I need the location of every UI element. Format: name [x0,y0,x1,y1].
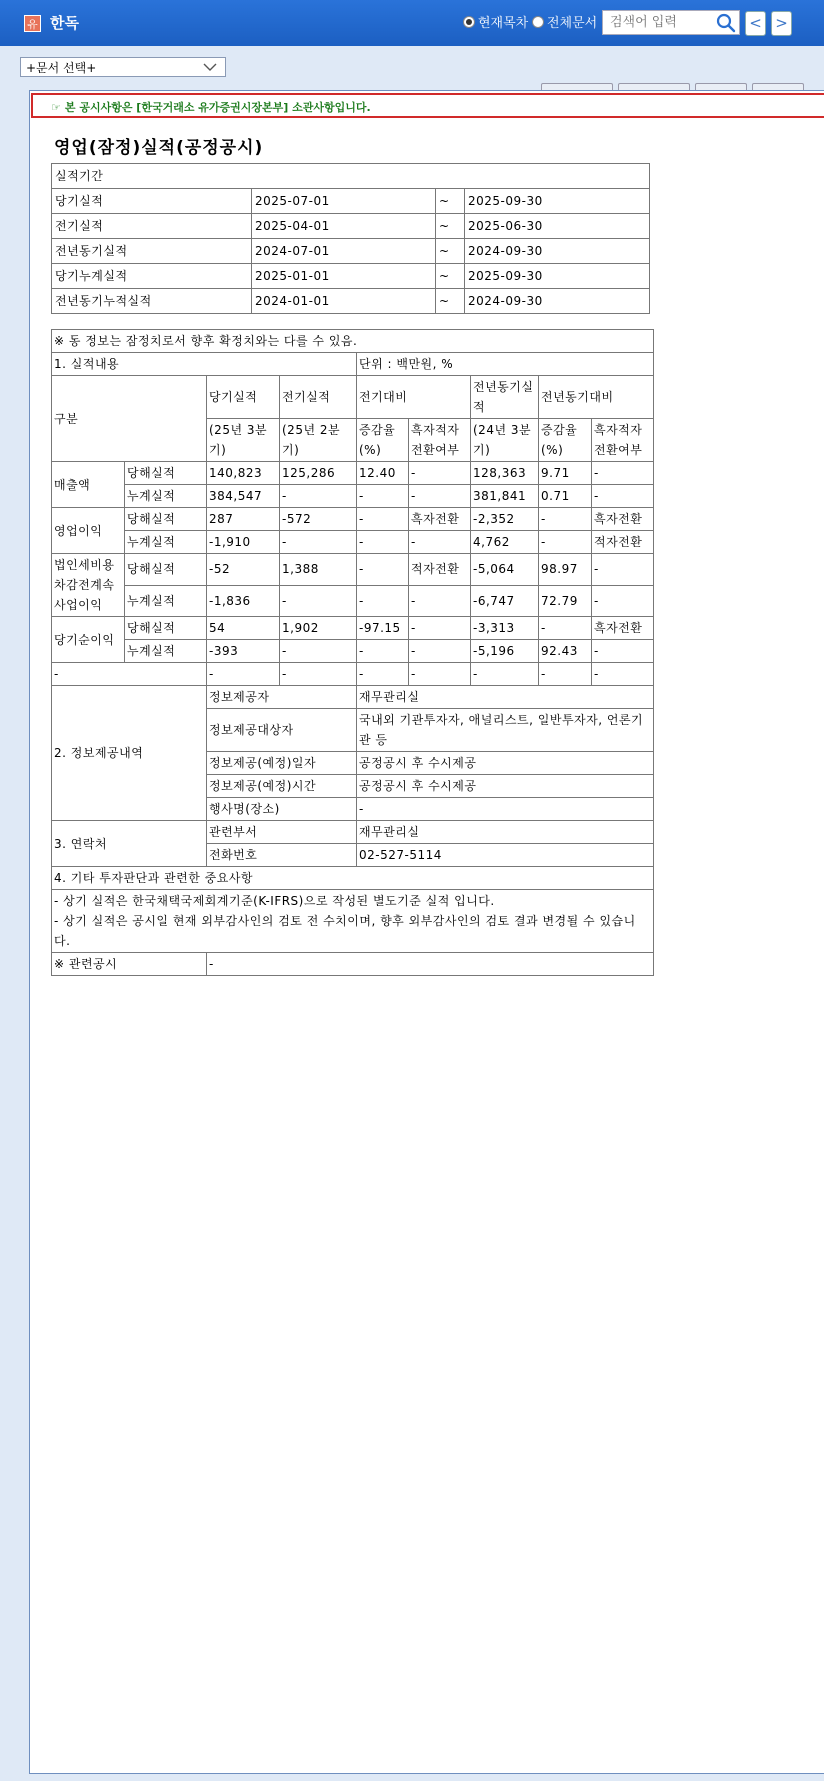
related-label: ※ 관련공시 [52,953,207,976]
radio-whole-document[interactable] [532,12,597,31]
period-sep: ~ [436,239,465,264]
cell: 흑자전환 [592,617,654,640]
header-current-sub: (25년 3분기) [207,419,280,462]
period-label: 전기실적 [52,214,252,239]
radio-current-section[interactable] [463,12,528,31]
cell: -6,747 [471,585,539,617]
cell: - [280,585,357,617]
table-row [52,214,650,239]
table-row [52,617,654,640]
period-label: 전년동기실적 [52,239,252,264]
contact-value: 02-527-5114 [357,844,654,867]
cell: - [357,663,409,686]
period-from: 2025-04-01 [252,214,436,239]
cell: 140,823 [207,462,280,485]
header-previous: 전기실적 [280,376,357,419]
section-heading: 1. 실적내용 [52,353,357,376]
cell: -97.15 [357,617,409,640]
table-row [52,686,654,709]
item-name: 당기순이익 [52,617,125,663]
cell: 9.71 [539,462,592,485]
cell: 12.40 [357,462,409,485]
cell: -1,836 [207,585,280,617]
cell: - [357,585,409,617]
section-heading: 4. 기타 투자판단과 관련한 중요사항 [52,867,654,890]
header-previous-sub: (25년 2분기) [280,419,357,462]
period-from: 2025-01-01 [252,264,436,289]
cell: 1,388 [280,554,357,586]
company-name: 한독 [50,14,79,32]
cell: -393 [207,640,280,663]
info-key: 행사명(장소) [207,798,357,821]
etc-line: - 상기 실적은 공시일 현재 외부감사인의 검토 전 수치이며, 향후 외부감사인의 검토 결과 변경될 수 있습니다. [54,914,636,948]
info-value: - [357,798,654,821]
cell: - [357,531,409,554]
item-name: 법인세비용차감전계속사업이익 [52,554,125,617]
contact-key: 전화번호 [207,844,357,867]
cell: -2,352 [471,508,539,531]
cell: 1,902 [280,617,357,640]
period-from: 2024-07-01 [252,239,436,264]
period-sep: ~ [436,189,465,214]
jurisdiction-notice [31,93,824,118]
cell: - [539,531,592,554]
cell: - [357,508,409,531]
cell: 적자전환 [409,554,471,586]
table-row [52,953,654,976]
header-yoy-sub: (24년 3분기) [471,419,539,462]
notice-text: 본 공시사항은 [한국거래소 유가증권시장본부] 소관사항입니다. [64,101,371,114]
header-rate-yoy: 증감율(%) [539,419,592,462]
cell: - [592,485,654,508]
cell: 125,286 [280,462,357,485]
row-kind: 당해실적 [125,617,207,640]
pointing-hand-icon: ☞ [51,101,61,114]
cell: 72.79 [539,585,592,617]
cell: - [592,585,654,617]
caution-text: ※ 동 정보는 잠정치로서 향후 확정치와는 다를 수 있음. [52,330,654,353]
period-to: 2024-09-30 [465,239,650,264]
etc-notes [52,890,654,953]
cell: - [409,617,471,640]
table-row [52,289,650,314]
cell: -1,910 [207,531,280,554]
info-key: 정보제공(예정)시간 [207,775,357,798]
header-current: 당기실적 [207,376,280,419]
cell: -5,064 [471,554,539,586]
table-row [52,462,654,485]
row-kind: 당해실적 [125,508,207,531]
cell: - [592,462,654,485]
table-row [52,890,654,953]
table-row [52,531,654,554]
cell: - [280,531,357,554]
cell: 381,841 [471,485,539,508]
cell: 98.97 [539,554,592,586]
unit-label: 단위 : 백만원, % [357,353,654,376]
table-row [52,239,650,264]
chevron-down-icon [203,61,217,73]
cell: - [592,640,654,663]
cell: -3,313 [471,617,539,640]
cell: - [592,554,654,586]
cell: 4,762 [471,531,539,554]
table-row [52,189,650,214]
cell: - [471,663,539,686]
table-row [52,585,654,617]
period-sep: ~ [436,214,465,239]
table-row [52,508,654,531]
cell: - [409,462,471,485]
cell: - [539,508,592,531]
cell: 128,363 [471,462,539,485]
table-row [52,485,654,508]
header-yoy-compare: 전년동기대비 [539,376,654,419]
row-kind: 누계실적 [125,640,207,663]
section-heading: 3. 연락처 [52,821,207,867]
table-row [52,821,654,844]
next-button[interactable]: > [771,11,792,36]
search-icon[interactable] [716,13,736,33]
info-key: 정보제공(예정)일자 [207,752,357,775]
period-label: 당기누계실적 [52,264,252,289]
row-kind: 누계실적 [125,531,207,554]
contact-key: 관련부서 [207,821,357,844]
cell: - [409,585,471,617]
cell: -5,196 [471,640,539,663]
cell: 287 [207,508,280,531]
cell: - [539,617,592,640]
period-label: 전년동기누적실적 [52,289,252,314]
header-turn-yoy: 흑자적자전환여부 [592,419,654,462]
document-select[interactable] [20,57,226,77]
info-value: 국내외 기관투자자, 애널리스트, 일반투자자, 언론기관 등 [357,709,654,752]
cell: - [280,663,357,686]
table-row [52,663,654,686]
period-from: 2024-01-01 [252,289,436,314]
period-to: 2024-09-30 [465,289,650,314]
radio-button-checked[interactable] [463,16,475,28]
cell: 흑자전환 [409,508,471,531]
prev-button[interactable]: < [745,11,766,36]
header-turn: 흑자적자전환여부 [409,419,471,462]
info-value: 공정공시 후 수시제공 [357,752,654,775]
top-bar [0,0,824,46]
table-row [52,867,654,890]
cell: - [592,663,654,686]
info-key: 정보제공대상자 [207,709,357,752]
cell: 흑자전환 [592,508,654,531]
cell: - [357,485,409,508]
table-row [52,554,654,586]
period-sep: ~ [436,289,465,314]
radio-all-label: 전체문서 [547,16,598,31]
row-kind: 누계실적 [125,585,207,617]
cell: 적자전환 [592,531,654,554]
row-kind: 당해실적 [125,554,207,586]
cell: 0.71 [539,485,592,508]
period-from: 2025-07-01 [252,189,436,214]
radio-button[interactable] [532,16,544,28]
header-yoy: 전년동기실적 [471,376,539,419]
cell: -52 [207,554,280,586]
cell: - [409,663,471,686]
radio-current-label: 현재목차 [478,16,529,31]
item-name: 매출액 [52,462,125,508]
period-sep: ~ [436,264,465,289]
info-key: 정보제공자 [207,686,357,709]
contact-value: 재무관리실 [357,821,654,844]
cell: - [280,640,357,663]
period-to: 2025-09-30 [465,189,650,214]
period-table [51,163,650,314]
cell: 384,547 [207,485,280,508]
cell: - [357,640,409,663]
cell: - [409,640,471,663]
results-table [51,329,654,976]
cell: 54 [207,617,280,640]
page-title: 영업(잠정)실적(공정공시) [54,138,264,158]
cell: - [357,554,409,586]
cell: - [207,663,280,686]
info-value: 공정공시 후 수시제공 [357,775,654,798]
cell: 92.43 [539,640,592,663]
period-to: 2025-09-30 [465,264,650,289]
header-gubun: 구분 [52,376,207,462]
row-kind: 누계실적 [125,485,207,508]
header-prev-compare: 전기대비 [357,376,471,419]
table-row [52,640,654,663]
row-kind: 당해실적 [125,462,207,485]
item-name: 영업이익 [52,508,125,554]
cell: - [52,663,207,686]
section-heading: 2. 정보제공내역 [52,686,207,821]
header-rate: 증감율(%) [357,419,409,462]
etc-line: - 상기 실적은 한국채택국제회계기준(K-IFRS)으로 작성된 별도기준 실적 입니다. [54,894,495,908]
cell: -572 [280,508,357,531]
period-label: 당기실적 [52,189,252,214]
document-select-value: +문서 선택+ [26,61,97,75]
table-row [52,264,650,289]
period-to: 2025-06-30 [465,214,650,239]
market-badge: 유 [24,15,41,32]
cell: - [280,485,357,508]
cell: - [409,531,471,554]
cell: - [409,485,471,508]
period-header: 실적기간 [52,164,650,189]
cell: - [539,663,592,686]
info-value: 재무관리실 [357,686,654,709]
related-value: - [207,953,654,976]
